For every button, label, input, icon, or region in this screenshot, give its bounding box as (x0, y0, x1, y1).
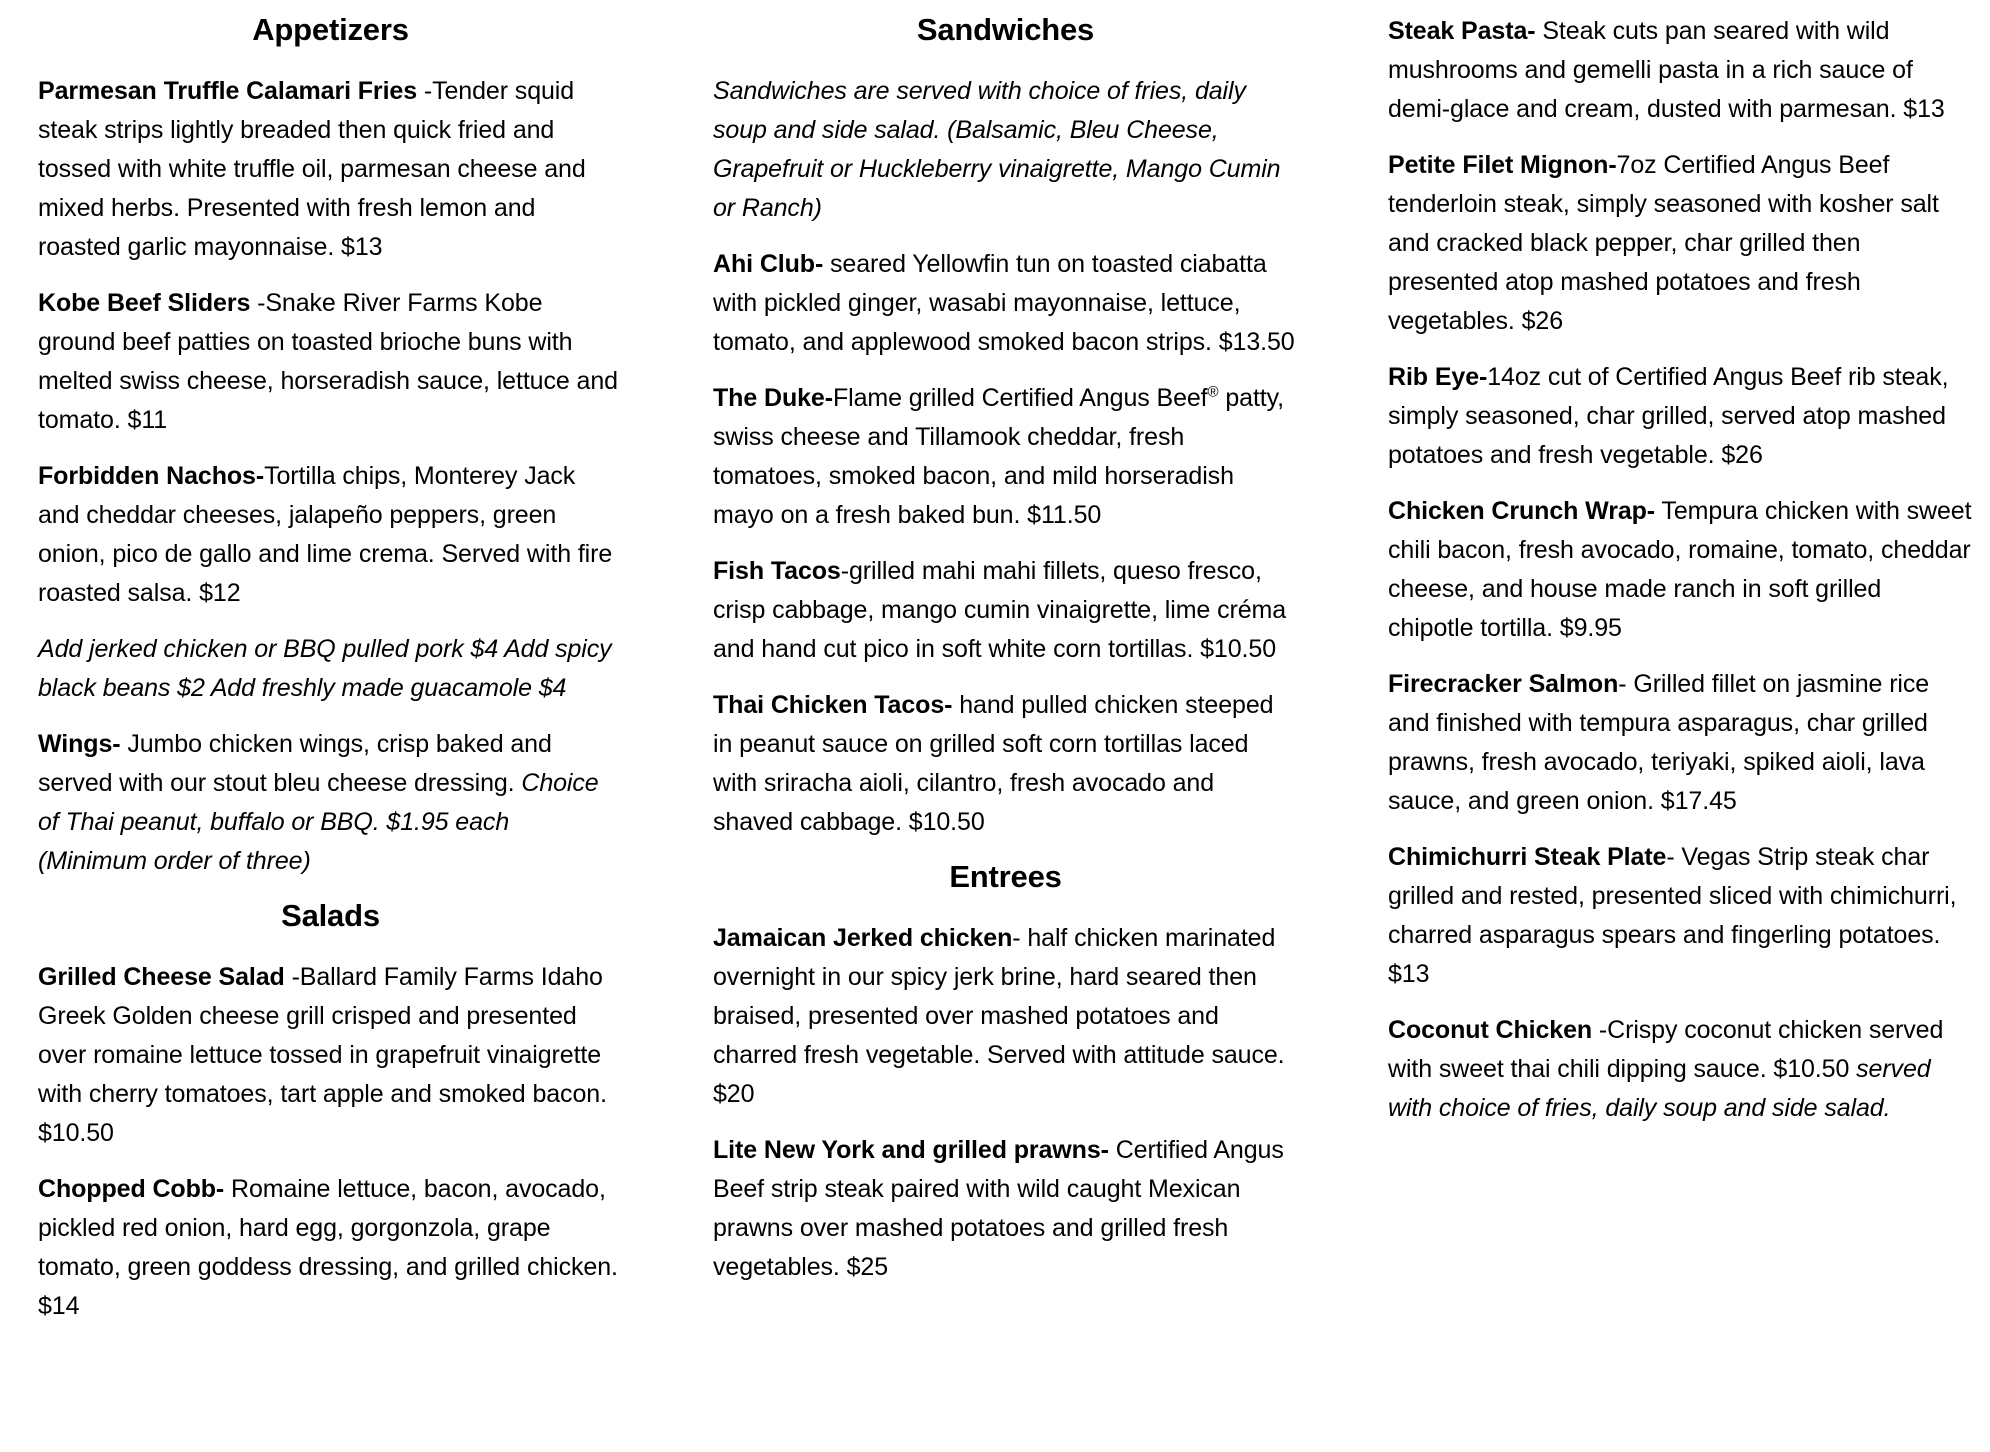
item-name: Rib Eye- (1388, 363, 1488, 391)
item-desc: - Vegas Strip steak char grilled and rested, presented sliced with chimichurri, charred asparagus spears and fingerling potatoes. $13 (1388, 843, 1957, 988)
menu-item-ahi-club (713, 245, 1298, 362)
item-desc: seared Yellowfin tun on toasted ciabatta with pickled ginger, wasabi mayonnaise, lettuce, tomato, and applewood smoked bacon strips. $13.50 (713, 250, 1295, 356)
item-name: Forbidden Nachos- (38, 462, 265, 490)
menu-item-steak-pasta (1388, 12, 1973, 129)
item-desc: Flame grilled Certified Angus Beef (832, 384, 1208, 412)
item-note: Choice of Thai peanut, buffalo or BBQ. $1.95 each (Minimum order of three) (38, 769, 599, 875)
menu-item-firecracker-salmon (1388, 665, 1973, 821)
item-name: Petite Filet Mignon- (1388, 151, 1617, 179)
registered-trademark-symbol: ® (1207, 383, 1219, 401)
item-name: Lite New York and grilled prawns- (713, 1136, 1109, 1164)
menu-item-forbidden-nachos (38, 457, 623, 613)
menu-item-chimichurri-steak-plate (1388, 838, 1973, 994)
item-name: Jamaican Jerked chicken (713, 924, 1013, 952)
item-note: served with choice of fries, daily soup and side salad. (1388, 1055, 1931, 1122)
item-desc: Steak cuts pan seared with wild mushrooms and gemelli pasta in a rich sauce of demi-glace and cream, dusted with parmesan. $13 (1388, 17, 1945, 123)
item-desc: -Tender squid steak strips lightly breaded then quick fried and tossed with white truffle oil, parmesan cheese and mixed herbs. Presented with fresh lemon and roasted garlic mayonnaise. $13 (38, 77, 586, 261)
item-name: Firecracker Salmon (1388, 670, 1619, 698)
menu-item-chicken-crunch-wrap (1388, 492, 1973, 648)
item-desc: Certified Angus Beef strip steak paired with wild caught Mexican prawns over mashed potatoes and grilled fresh vegetables. $25 (713, 1136, 1284, 1281)
menu-item-the-duke (713, 379, 1298, 535)
item-desc: 14oz cut of Certified Angus Beef rib steak, simply seasoned, char grilled, served atop mashed potatoes and fresh vegetable. $26 (1388, 363, 1949, 469)
item-name: The Duke- (713, 384, 833, 412)
menu-note-sandwiches-intro: Sandwiches are served with choice of fries, daily soup and side salad. (Balsamic, Bleu Cheese, Grapefruit or Huckleberry vinaigrette, Mango Cumin or Ranch) (713, 77, 1281, 222)
item-name: Wings- (38, 730, 121, 758)
section-heading-sandwiches: Sandwiches (916, 12, 1095, 47)
item-desc: hand pulled chicken steeped in peanut sauce on grilled soft corn tortillas laced with sriracha aioli, cilantro, fresh avocado and shaved cabbage. $10.50 (713, 691, 1274, 836)
item-desc: - half chicken marinated overnight in our spicy jerk brine, hard seared then braised, presented over mashed potatoes and charred fresh vegetable. Served with attitude sauce. $20 (713, 924, 1285, 1108)
item-name: Steak Pasta- (1388, 17, 1536, 45)
menu-item-thai-chicken-tacos (713, 686, 1298, 842)
menu-item-parmesan-truffle-calamari-fries (38, 72, 623, 267)
item-desc: Tempura chicken with sweet chili bacon, fresh avocado, romaine, tomato, cheddar cheese, and house made ranch in soft grilled chipotle tortilla. $9.95 (1388, 497, 1972, 642)
item-desc: 7oz Certified Angus Beef tenderloin steak, simply seasoned with kosher salt and cracked black pepper, char grilled then presented atop mashed potatoes and fresh vegetables. $26 (1388, 151, 1939, 335)
menu-item-kobe-beef-sliders (38, 284, 623, 440)
item-name: Fish Tacos (713, 557, 841, 585)
menu-item-wings (38, 725, 623, 881)
menu-item-grilled-cheese-salad (38, 958, 623, 1153)
item-desc-continued: patty, swiss cheese and Tillamook cheddar, fresh tomatoes, smoked bacon, and mild horseradish mayo on a fresh baked bun. $11.50 (713, 384, 1285, 529)
item-desc: Jumbo chicken wings, crisp baked and served with our stout bleu cheese dressing. (38, 730, 552, 797)
item-desc: -Snake River Farms Kobe ground beef patties on toasted brioche buns with melted swiss cheese, horseradish sauce, lettuce and tomato. $11 (38, 289, 618, 434)
menu-item-coconut-chicken (1388, 1011, 1973, 1128)
section-heading-entrees: Entrees (949, 859, 1062, 894)
item-name: Chimichurri Steak Plate (1388, 843, 1667, 871)
item-name: Chopped Cobb- (38, 1175, 225, 1203)
item-name: Grilled Cheese Salad (38, 963, 285, 991)
item-name: Parmesan Truffle Calamari Fries (38, 77, 418, 105)
menu-column-entrees-continued (1388, 12, 1973, 1343)
item-name: Chicken Crunch Wrap- (1388, 497, 1656, 525)
menu-column-appetizers-salads (38, 12, 623, 1343)
menu-item-chopped-cobb (38, 1170, 623, 1326)
item-desc: -grilled mahi mahi fillets, queso fresco, crisp cabbage, mango cumin vinaigrette, lime créma and hand cut pico in soft white corn tortillas. $10.50 (713, 557, 1287, 663)
menu-column-sandwiches-entrees (713, 12, 1298, 1343)
menu-note-appetizer-addons: Add jerked chicken or BBQ pulled pork $4 Add spicy black beans $2 Add freshly made guacamole $4 (38, 635, 612, 702)
item-desc: Tortilla chips, Monterey Jack and cheddar cheeses, jalapeño peppers, green onion, pico de gallo and lime crema. Served with fire roasted salsa. $12 (38, 462, 613, 607)
menu-item-lite-new-york-and-grilled-prawns (713, 1131, 1298, 1287)
item-desc: -Crispy coconut chicken served with sweet thai chili dipping sauce. $10.50 (1388, 1016, 1944, 1083)
menu-item-jamaican-jerked-chicken (713, 919, 1298, 1114)
section-heading-appetizers: Appetizers (252, 12, 409, 47)
item-name: Ahi Club- (713, 250, 824, 278)
menu-item-rib-eye (1388, 358, 1973, 475)
item-name: Coconut Chicken (1388, 1016, 1593, 1044)
item-desc: -Ballard Family Farms Idaho Greek Golden cheese grill crisped and presented over romaine lettuce tossed in grapefruit vinaigrette with cherry tomatoes, tart apple and smoked bacon. $10.50 (38, 963, 607, 1147)
menu-item-fish-tacos (713, 552, 1298, 669)
item-desc: - Grilled fillet on jasmine rice and finished with tempura asparagus, char grilled prawns, fresh avocado, teriyaki, spiked aioli, lava sauce, and green onion. $17.45 (1388, 670, 1930, 815)
item-name: Kobe Beef Sliders (38, 289, 251, 317)
section-heading-salads: Salads (281, 898, 380, 933)
item-name: Thai Chicken Tacos- (713, 691, 953, 719)
menu-item-petite-filet-mignon (1388, 146, 1973, 341)
item-desc: Romaine lettuce, bacon, avocado, pickled red onion, hard egg, gorgonzola, grape tomato, green goddess dressing, and grilled chicken. $14 (38, 1175, 618, 1320)
